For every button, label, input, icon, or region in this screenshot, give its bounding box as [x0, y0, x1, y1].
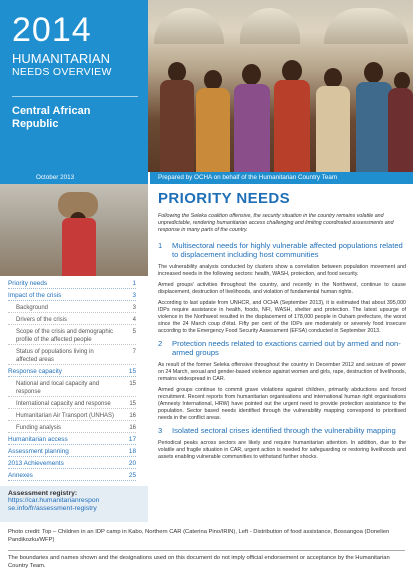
- section-paragraph: Periodical peaks across sectors are likely and require humanitarian attention. In addition, due to the volatile and fragile situation in CAR, urgent action is needed for safeguarding or restoring livelihoods and assets enabling vulnerable communities to withstand further shocks.: [158, 440, 406, 460]
- toc-label: Drivers of the crisis: [16, 317, 68, 323]
- registry-link[interactable]: se.info/fr/assessment-registry: [8, 505, 97, 512]
- toc-label: International capacity and response: [16, 401, 111, 407]
- section-paragraph: The vulnerability analysis conducted by clusters show a correlation between population movement and increased needs in the following sectors: health, WASH, protection, and food security.: [158, 264, 406, 277]
- page-heading: PRIORITY NEEDS: [158, 190, 291, 207]
- toc-label: Assessment planning: [8, 448, 69, 455]
- section-number: 1: [158, 241, 163, 250]
- toc-subitem[interactable]: [8, 400, 136, 409]
- child-figure: [364, 62, 383, 83]
- toc-label: Funding analysis: [16, 425, 62, 431]
- toc-page-number: 15: [128, 368, 136, 375]
- assessment-registry-box: [0, 486, 148, 522]
- section-heading: [158, 241, 406, 259]
- section-paragraph: Armed groups' activities throughout the country, and recently in the Northwest, continue to cause displacement, destruction of livelihoods, and violation of fundamental human rights.: [158, 282, 406, 295]
- cover-photo-children: [148, 0, 413, 172]
- section-heading: [158, 426, 406, 435]
- cover-header: [0, 0, 413, 172]
- food-distribution-photo: [0, 184, 148, 276]
- toc-page-number: 5: [132, 329, 136, 335]
- toc-label: Scope of the crisis and demographic profile of the affected people: [16, 329, 114, 343]
- toc-item[interactable]: [8, 368, 136, 377]
- sections: [158, 241, 406, 461]
- toc-page-number: 15: [129, 401, 136, 407]
- toc-label: 2013 Achievements: [8, 460, 64, 467]
- toc-page-number: 18: [128, 448, 136, 455]
- toc-page-number: 25: [128, 472, 136, 479]
- registry-link[interactable]: https://car.humanitarianrespon: [8, 497, 100, 504]
- child-figure: [196, 88, 230, 172]
- date-credit-bar: [0, 172, 413, 184]
- toc-item[interactable]: [8, 292, 136, 301]
- child-figure: [234, 84, 270, 172]
- toc-item[interactable]: [8, 280, 136, 289]
- toc-subitem[interactable]: [8, 304, 136, 313]
- child-figure: [324, 68, 342, 88]
- toc-page-number: 1: [132, 280, 136, 287]
- country-name-line2: Republic: [12, 118, 59, 130]
- toc-page-number: 15: [129, 381, 136, 387]
- tent-shape: [324, 8, 408, 44]
- toc-page-number: 20: [128, 460, 136, 467]
- child-figure: [274, 80, 310, 172]
- toc-label: Impact of the crisis: [8, 292, 62, 299]
- main-content: [158, 188, 406, 465]
- section-number: 3: [158, 426, 163, 435]
- toc-label: National and local capacity and response: [16, 381, 100, 395]
- toc-item[interactable]: [8, 460, 136, 469]
- bar-separator: [148, 172, 150, 184]
- child-figure: [282, 60, 302, 82]
- toc-subitem[interactable]: [8, 316, 136, 325]
- toc-page-number: 4: [132, 317, 136, 323]
- toc-label: Response capacity: [8, 368, 62, 375]
- section-number: 2: [158, 339, 163, 348]
- title-divider: [12, 96, 138, 97]
- toc-item[interactable]: [8, 472, 136, 481]
- section-paragraph: Armed groups continue to commit grave violations against children, primarily abductions and forced recruitment. Recent reports from humanitarian organisations and international human right organisations (Amnesty International, HRW) have pointed out the urgent need to provide protection assistance to the population. Sector based needs identified through the vulnerability mapping correspond to prioritised needs in the conflict areas.: [158, 387, 406, 421]
- toc-page-number: 16: [129, 425, 136, 431]
- footer-divider: [8, 550, 405, 551]
- disclaimer: The boundaries and names shown and the designations used on this document do not imply official endorsement or acceptance by the Humanitarian Country Team.: [8, 555, 390, 569]
- report-date: October 2013: [36, 174, 75, 181]
- photo-credit: Photo credit: Top – Children in an IDP camp in Kabo, Northern CAR (Caterina Pino/IRIN), Left - Distribution of food assistance, Bossangoa (Donelien Pandikozku/WFP): [8, 529, 390, 543]
- country-name-line1: Central African: [12, 105, 91, 117]
- tent-shape: [240, 8, 300, 44]
- section-title: Isolated sectoral crises identified through the vulnerability mapping: [172, 426, 396, 435]
- lead-paragraph: Following the Seleka coalition offensive, the security situation in the country remains volatile and unpredictable, rendering humanitarian access challenging and limiting coordinated assessments and response in many parts of the country.: [158, 213, 394, 233]
- toc-label: Annexes: [8, 472, 33, 479]
- toc-subitem[interactable]: [8, 348, 136, 365]
- registry-label: Assessment registry:: [8, 490, 78, 497]
- section-paragraph: According to last update from UNHCR, and OCHA (September 2013), it is estimated that about 395,000 IDPs require assistance in health, foods, NFI, WASH, shelter and protection. The latest upsurge of violence in the Northwest resulted in the displacement of 178,000 people in Ouham prefecture, the worst since the 24 March coup d'état. Fifty per cent of the IDPs are moderately or severely food insecure according to the Emergency Food Security Assessment (EFSA) conducted in September 2013.: [158, 300, 406, 334]
- toc-item[interactable]: [8, 448, 136, 457]
- child-figure: [168, 62, 186, 82]
- child-figure: [242, 64, 261, 85]
- report-year: 2014: [12, 11, 92, 49]
- report-title-line1: HUMANITARIAN: [12, 51, 110, 66]
- section-heading: [158, 339, 406, 357]
- prepared-by-credit: Prepared by OCHA on behalf of the Humanitarian Country Team: [158, 174, 338, 181]
- toc-page-number: 7: [132, 349, 136, 355]
- toc-page-number: 3: [132, 305, 136, 311]
- child-figure: [316, 86, 350, 172]
- person-body: [62, 218, 96, 276]
- section-paragraph: As result of the former Seleka offensive throughout the country in December 2012 and seizure of power on 24 March, sexual and gender-based violence against women and girls, rape, destruction of livelihoods, remains widespread in CAR.: [158, 362, 406, 382]
- toc-item[interactable]: [8, 436, 136, 445]
- title-block: [0, 0, 148, 172]
- toc-subitem[interactable]: [8, 412, 136, 421]
- child-figure: [160, 80, 194, 172]
- section-title: Multisectoral needs for highly vulnerable affected populations related to displacement including host communities: [172, 241, 403, 259]
- child-figure: [388, 88, 413, 172]
- table-of-contents: [8, 280, 136, 484]
- child-figure: [356, 82, 392, 172]
- child-figure: [204, 70, 222, 90]
- toc-subitem[interactable]: [8, 380, 136, 397]
- toc-label: Status of populations living in affected areas: [16, 349, 94, 363]
- toc-label: Priority needs: [8, 280, 48, 287]
- section-title: Protection needs related to exactions carried out by armed and non-armed groups: [172, 339, 401, 357]
- toc-subitem[interactable]: [8, 424, 136, 433]
- toc-label: Background: [16, 305, 49, 311]
- toc-page-number: 17: [128, 436, 136, 443]
- toc-label: Humanitarian Air Transport (UNHAS): [16, 413, 115, 419]
- toc-page-number: 3: [132, 292, 136, 299]
- tent-shape: [154, 8, 224, 44]
- toc-page-number: 16: [129, 413, 136, 419]
- toc-subitem[interactable]: [8, 328, 136, 345]
- toc-label: Humanitarian access: [8, 436, 68, 443]
- report-title-line2: NEEDS OVERVIEW: [12, 66, 112, 78]
